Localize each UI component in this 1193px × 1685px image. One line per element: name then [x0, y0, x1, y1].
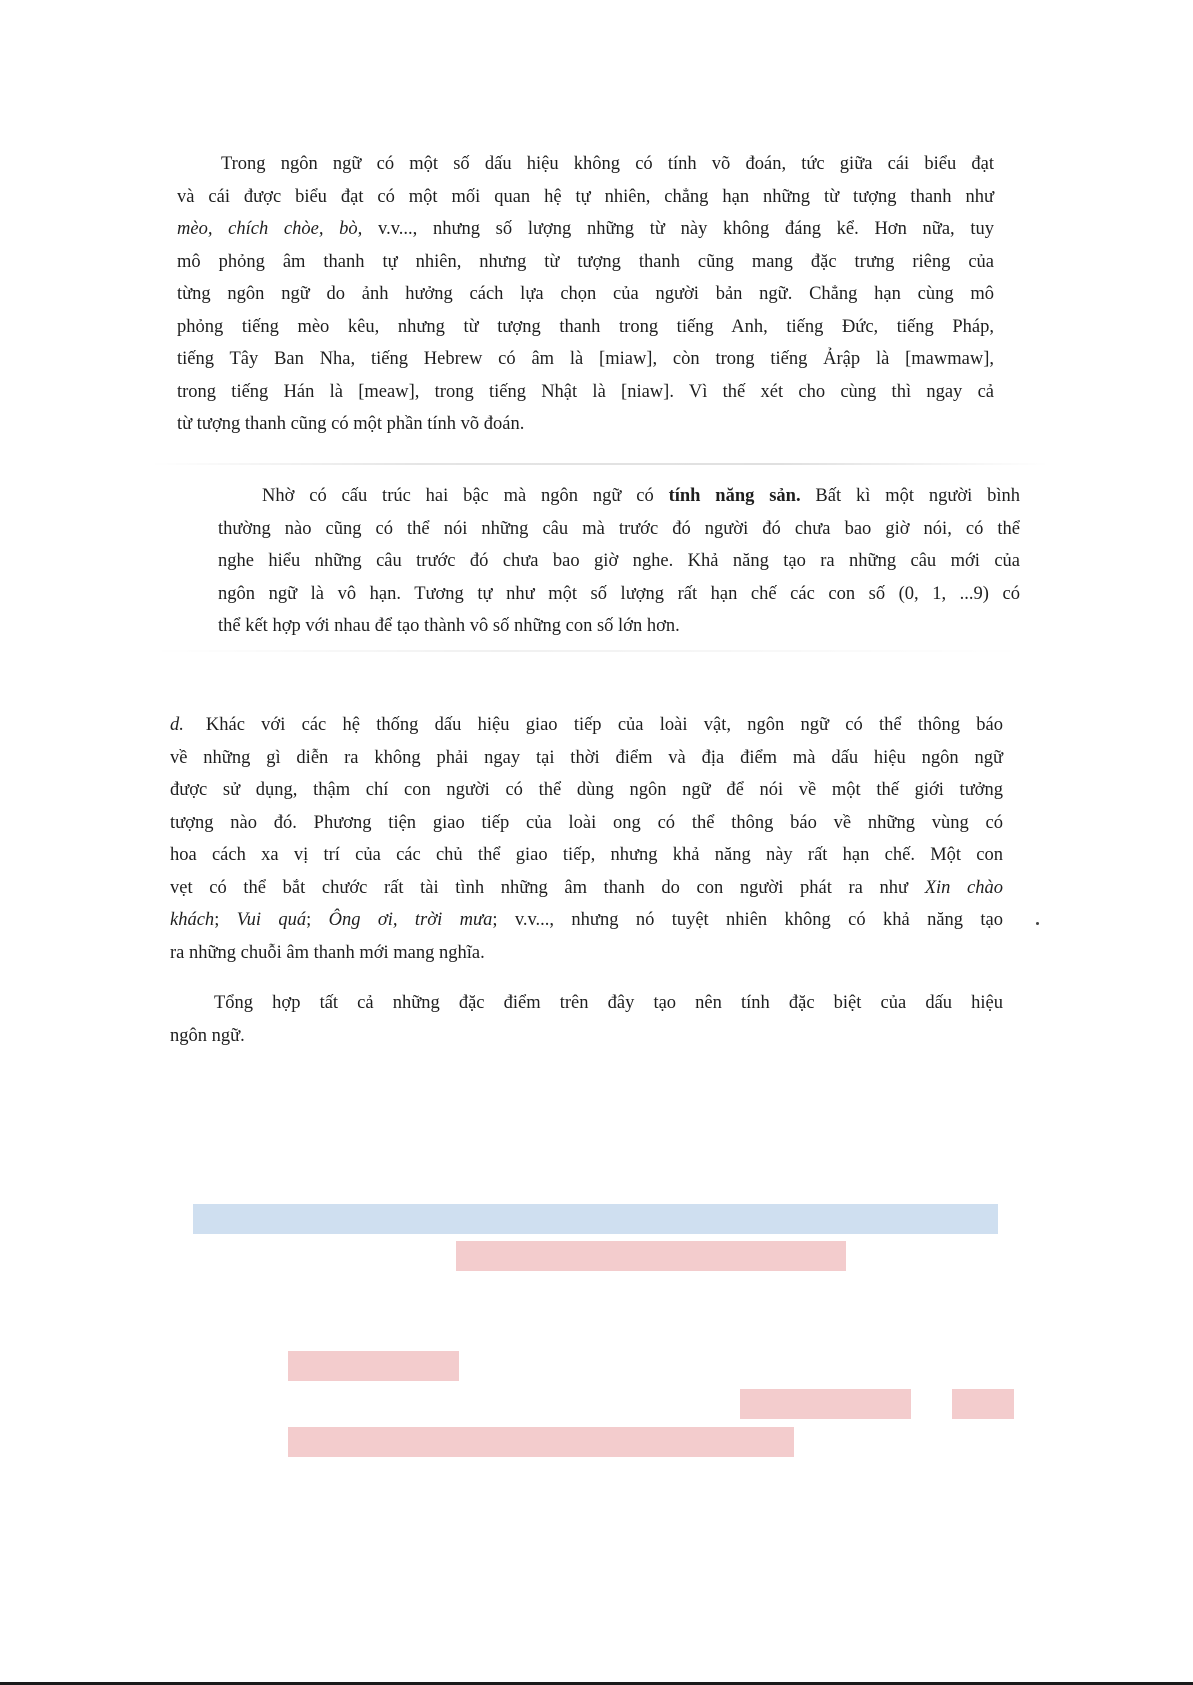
highlight-bar-pink [456, 1241, 846, 1271]
highlight-bar-pink [288, 1351, 459, 1381]
text-line: ra những chuỗi âm thanh mới mang nghĩa. [170, 942, 485, 963]
text-span: Bất kì một người bình [800, 486, 1021, 506]
text-line: hoa cách xa vị trí của các chủ thể giao tiếp, nhưng khả năng này rất hạn chế. Một con [170, 845, 1003, 865]
paragraph-productivity [218, 480, 1020, 643]
text-span: v.v..., nhưng số lượng những từ này không đáng kể. Hơn nữa, tuy [362, 219, 995, 239]
scan-artifact-line [150, 650, 1030, 652]
text-span: Nhờ có cấu trúc hai bậc mà ngôn ngữ có [262, 486, 669, 506]
scan-artifact-line [150, 463, 1050, 465]
bold-term: tính năng sản. [668, 486, 801, 506]
highlight-bar-pink [952, 1389, 1014, 1419]
text-line: thường nào cũng có thể nói những câu mà trước đó người đó chưa bao giờ nói, có thể [218, 518, 1020, 539]
scan-speck [1036, 922, 1039, 925]
text-line [170, 904, 1003, 937]
text-line: tiếng Tây Ban Nha, tiếng Hebrew có âm là [miaw], còn trong tiếng Ảrập là [mawmaw], [177, 349, 994, 369]
text-line: thể kết hợp với nhau để tạo thành vô số những con số lớn hơn. [218, 616, 680, 636]
highlight-bar-pink [288, 1427, 794, 1457]
text-line: từng ngôn ngữ do ảnh hưởng cách lựa chọn của người bản ngữ. Chẳng hạn cùng mô [177, 284, 994, 304]
text-line [170, 709, 1003, 742]
highlight-bar-blue [193, 1204, 998, 1234]
highlight-bar-pink [740, 1389, 911, 1419]
text-line: về những gì diễn ra không phải ngay tại thời điểm và địa điểm mà dấu hiệu ngôn ngữ [170, 747, 1003, 768]
text-line: được sử dụng, thậm chí con người có thể dùng ngôn ngữ để nói về một thế giới tưởng [170, 780, 1003, 800]
paragraph-summary [170, 987, 1003, 1052]
italic-example: Xin chào [924, 877, 1004, 898]
text-span: ; v.v..., nhưng nó tuyệt nhiên không có khả năng tạo [492, 910, 1003, 930]
paragraph-onomatopoeia [177, 148, 994, 441]
text-line [170, 872, 1003, 905]
text-line: ngôn ngữ. [170, 1025, 245, 1046]
text-span: ; [214, 910, 237, 930]
text-span: Khác với các hệ thống dấu hiệu giao tiếp của loài vật, ngôn ngữ có thể thông báo [205, 715, 1003, 735]
text-line: tượng nào đó. Phương tiện giao tiếp của loài ong có thể thông báo về những vùng có [170, 812, 1003, 833]
text-line: nghe hiểu những câu trước đó chưa bao giờ nghe. Khả năng tạo ra những câu mới của [218, 551, 1020, 571]
text-line [218, 480, 1020, 513]
list-marker: d. [170, 715, 184, 735]
text-line: từ tượng thanh cũng có một phần tính võ đoán. [177, 414, 525, 434]
text-line: Tổng hợp tất cả những đặc điểm trên đây tạo nên tính đặc biệt của dấu hiệu [214, 993, 1003, 1013]
italic-examples: mèo, chích chòe, bò, [177, 219, 363, 239]
paragraph-displacement [170, 709, 1003, 969]
text-span: ; [306, 910, 329, 930]
text-line: ngôn ngữ là vô hạn. Tương tự như một số lượng rất hạn chế các con số (0, 1, ...9) có [218, 583, 1020, 604]
italic-example: khách [170, 910, 215, 930]
text-line: và cái được biểu đạt có một mối quan hệ tự nhiên, chẳng hạn những từ tượng thanh như [177, 186, 994, 207]
italic-example: Ông ơi, trời mưa [328, 910, 493, 930]
text-line [177, 213, 994, 246]
text-span: vẹt có thể bắt chước rất tài tình những âm thanh do con người phát ra như [170, 877, 925, 898]
italic-example: Vui quá [236, 910, 307, 930]
text-line: Trong ngôn ngữ có một số dấu hiệu không có tính võ đoán, tức giữa cái biểu đạt [221, 154, 994, 174]
text-line: mô phỏng âm thanh tự nhiên, nhưng từ tượng thanh cũng mang đặc trưng riêng của [177, 251, 994, 272]
text-line: trong tiếng Hán là [meaw], trong tiếng Nhật là [niaw]. Vì thế xét cho cùng thì ngay cả [177, 381, 994, 402]
text-line: phỏng tiếng mèo kêu, nhưng từ tượng thanh trong tiếng Anh, tiếng Đức, tiếng Pháp, [177, 316, 994, 337]
